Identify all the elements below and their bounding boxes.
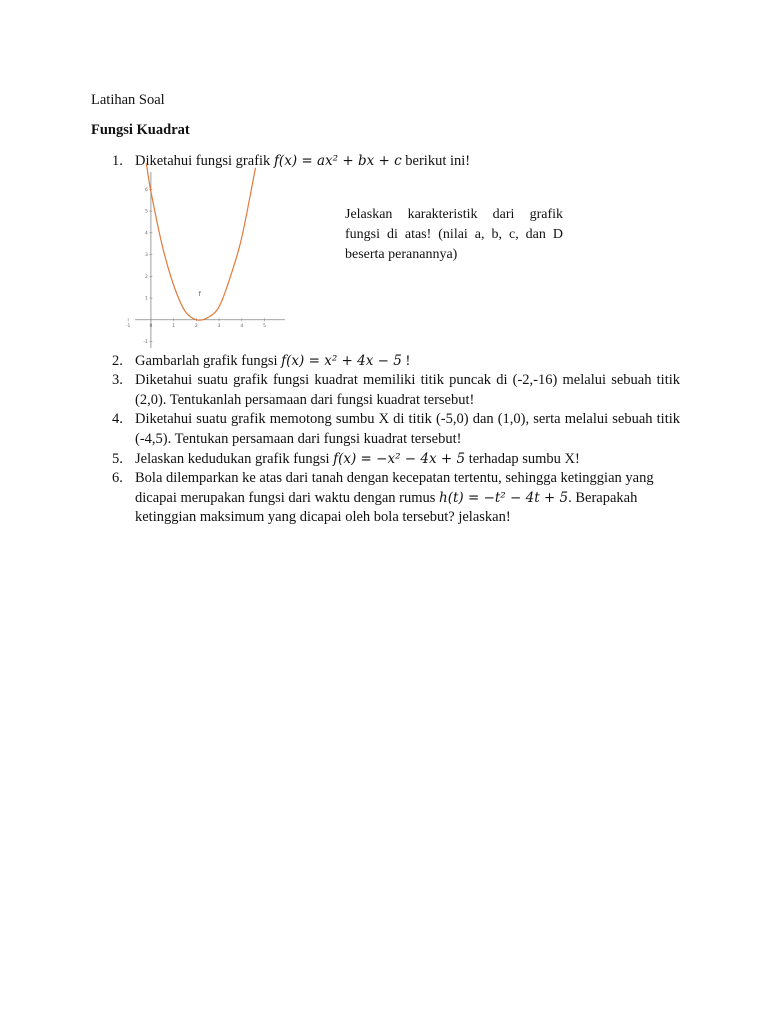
- section-heading: Fungsi Kuadrat: [91, 122, 190, 138]
- formula: h(t) = −t² − 4t + 5: [439, 489, 569, 506]
- question-number: 6.: [112, 470, 123, 486]
- x-tick-label: 0: [149, 323, 153, 329]
- question-text: Bola dilemparkan ke atas dari tanah dengan kecepatan tertentu, sehingga ketinggian yang dicapai merupakan fungsi dari waktu dengan rumus h(t) = −t² − 4t + 5. Berapakah ketinggian maksimum yang dicapai oleh bola tersebut? jelaskan!: [135, 470, 654, 525]
- question-number: 4.: [112, 411, 123, 427]
- question-text: Diketahui suatu grafik memotong sumbu X di titik (-5,0) dan (1,0), serta melalui sebuah titik (-4,5). Tentukan persamaan dari fungsi kuadrat tersebut!: [135, 411, 680, 447]
- y-tick-label: 6: [145, 187, 148, 193]
- y-tick-label: 4: [145, 231, 148, 237]
- y-tick-label: 1: [145, 296, 148, 302]
- parabola-curve: [146, 163, 255, 320]
- question-text: Jelaskan kedudukan grafik fungsi f(x) = −x² − 4x + 5 terhadap sumbu X!: [135, 451, 580, 467]
- formula: f(x) = ax² + bx + c: [273, 153, 402, 169]
- question-text: Diketahui suatu grafik fungsi kuadrat memiliki titik puncak di (-2,-16) melalui sebuah titik (2,0). Tentukanlah persamaan dari fungsi kuadrat tersebut!: [135, 372, 680, 408]
- curve-label: f: [198, 290, 201, 298]
- x-tick-label: -1: [125, 323, 131, 329]
- question-number: 1.: [112, 153, 123, 169]
- formula: f(x) = x² + 4x − 5: [281, 353, 402, 369]
- x-tick-label: 2: [194, 323, 198, 329]
- formula: f(x) = −x² − 4x + 5: [333, 451, 466, 467]
- tick-labels: [126, 187, 266, 345]
- graph-instruction: Jelaskan karakteristik dari grafik fungsi di atas! (nilai a, b, c, dan D beserta peranannya): [345, 207, 563, 262]
- question-number: 3.: [112, 372, 123, 388]
- x-tick-label: 5: [263, 323, 266, 329]
- x-tick-label: 1: [172, 323, 176, 329]
- y-tick-label: -1: [143, 339, 148, 345]
- x-tick-label: 3: [217, 323, 221, 329]
- question-text: Gambarlah grafik fungsi f(x) = x² + 4x − 5 !: [135, 353, 411, 369]
- parabola-graph: [125, 170, 290, 350]
- x-tick-label: 4: [240, 323, 244, 329]
- question-number: 2.: [112, 353, 123, 369]
- y-tick-label: 5: [145, 209, 148, 215]
- page-title: Latihan Soal: [91, 92, 165, 108]
- y-tick-label: 2: [145, 274, 148, 280]
- y-tick-label: 3: [145, 253, 148, 259]
- question-number: 5.: [112, 451, 123, 467]
- question-text: Diketahui fungsi grafik f(x) = ax² + bx + c berikut ini!: [135, 153, 471, 169]
